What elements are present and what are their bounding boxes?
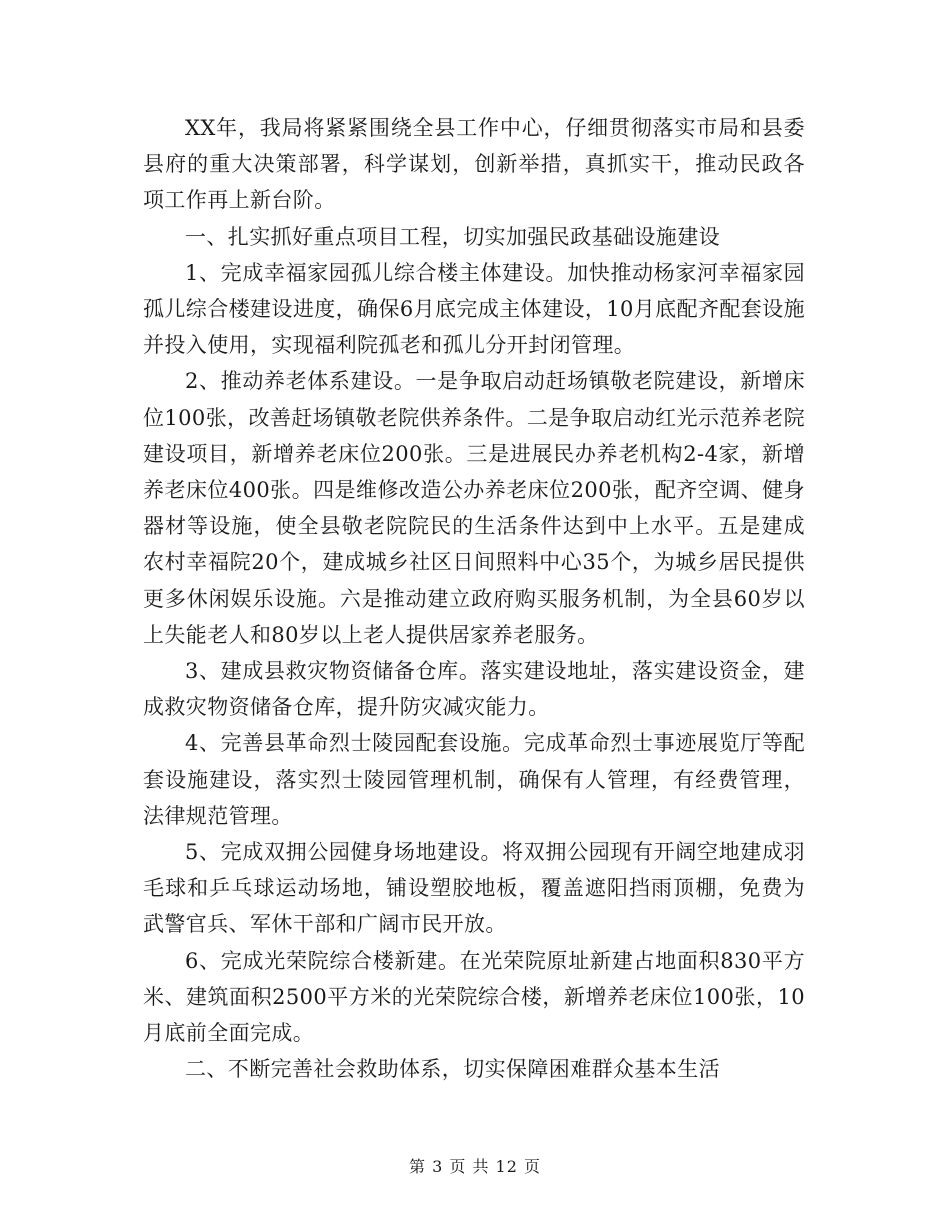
document-body xyxy=(143,110,805,1087)
page-number-footer: 第 3 页 共 12 页 xyxy=(409,1157,541,1176)
intro-paragraph: XX年，我局将紧紧围绕全县工作中心，仔细贯彻落实市局和县委县府的重大决策部署，科学谋划，创新举措，真抓实干，推动民政各项工作再上新台阶。 xyxy=(143,116,805,213)
section-heading-2: 二、不断完善社会救助体系，切实保障困难群众基本生活 xyxy=(185,1057,720,1082)
item-paragraph-1: 1、完成幸福家园孤儿综合楼主体建设。加快推动杨家河幸福家园孤儿综合楼建设进度，确保6月底完成主体建设，10月底配齐配套设施并投入使用，实现福利院孤老和孤儿分开封闭管理。 xyxy=(143,260,805,358)
item-paragraph-6: 6、完成光荣院综合楼新建。在光荣院原址新建占地面积830平方米、建筑面积2500平方米的光荣院综合楼，新增养老床位100张，10月底前全面完成。 xyxy=(143,948,805,1046)
section-heading-1: 一、扎实抓好重点项目工程，切实加强民政基础设施建设 xyxy=(185,224,720,249)
item-paragraph-3: 3、建成县救灾物资储备仓库。落实建设地址，落实建设资金，建成救灾物资储备仓库，提升防灾减灾能力。 xyxy=(143,659,805,720)
item-paragraph-2: 2、推动养老体系建设。一是争取启动赶场镇敬老院建设，新增床位100张，改善赶场镇敬老院供养条件。二是争取启动红光示范养老院建设项目，新增养老床位200张。三是进展民办养老机构2-4家，新增养老床位400张。四是维修改造公办养老床位200张，配齐空调、健身器材等设施，使全县敬老院院民的生活条件达到中上水平。五是建成农村幸福院20个，建成城乡社区日间照料中心35个，为城乡居民提供更多休闲娱乐设施。六是推动建立政府购买服务机制，为全县60岁以上失能老人和80岁以上老人提供居家养老服务。 xyxy=(143,369,805,647)
item-paragraph-4: 4、完善县革命烈士陵园配套设施。完成革命烈士事迹展览厅等配套设施建设，落实烈士陵园管理机制，确保有人管理，有经费管理，法律规范管理。 xyxy=(143,731,805,828)
item-paragraph-5: 5、完成双拥公园健身场地建设。将双拥公园现有开阔空地建成羽毛球和乒乓球运动场地，铺设塑胶地板，覆盖遮阳挡雨顶棚，免费为武警官兵、军休干部和广阔市民开放。 xyxy=(143,840,805,937)
